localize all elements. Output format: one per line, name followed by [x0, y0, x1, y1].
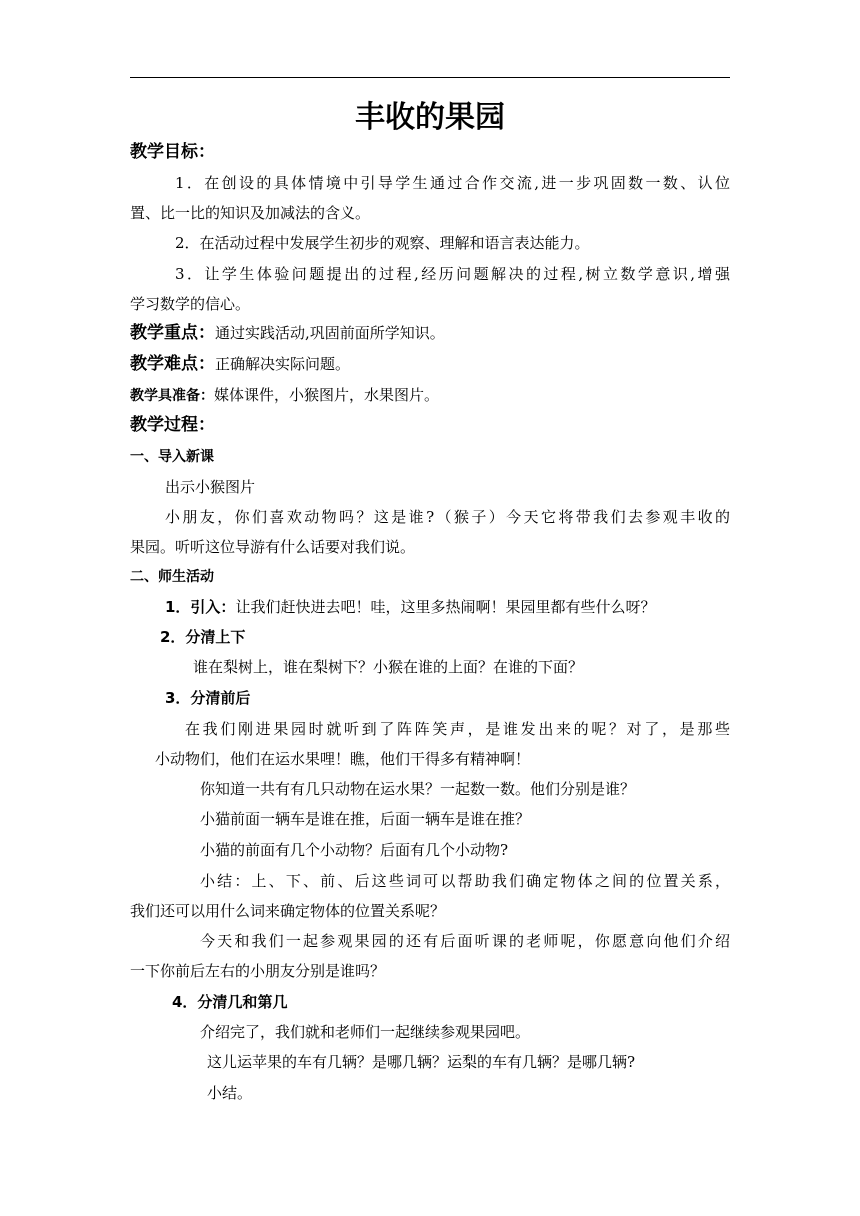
- step-1-text: 让我们赶快进去吧！哇，这里多热闹啊！果园里都有些什么呀？: [235, 598, 656, 616]
- difficulties-heading: 教学难点：: [130, 354, 215, 374]
- step-3-p4: 小猫的前面有几个小动物？后面有几个小动物?: [200, 841, 509, 859]
- step-3-p1-line-1: 在我们刚进果园时就听到了阵阵笑声，是谁发出来的呢？对了，是那些: [185, 720, 730, 738]
- page-title: 丰收的果园: [355, 100, 505, 135]
- objective-3-line-1: 3．让学生体验问题提出的过程,经历问题解决的过程,树立数学意识,增强: [175, 265, 730, 283]
- key-points: [130, 323, 445, 343]
- section-1-p2-line-2: 果园。听听这位导游有什么话要对我们说。: [130, 538, 416, 556]
- objective-1-line-1: 1．在创设的具体情境中引导学生通过合作交流,进一步巩固数一数、认位: [175, 174, 730, 192]
- difficulties: [130, 354, 350, 374]
- difficulties-text: 正确解决实际问题。: [215, 355, 351, 373]
- step-3-p6-line-2: 一下你前后左右的小朋友分别是谁吗？: [130, 962, 386, 980]
- objective-3-line-2: 学习数学的信心。: [130, 295, 251, 313]
- section-1-p2-line-1: 小朋友，你们喜欢动物吗？这是谁?（猴子）今天它将带我们去参观丰收的: [165, 508, 730, 526]
- materials-heading: 教学具准备：: [130, 388, 214, 404]
- key-points-text: 通过实践活动,巩固前面所学知识。: [215, 324, 445, 342]
- step-4-label: 4．分清几和第几: [172, 993, 288, 1011]
- step-2-text: 谁在梨树上，谁在梨树下？小猴在谁的上面？在谁的下面？: [193, 658, 584, 676]
- step-1-label: 1．引入：: [165, 598, 236, 616]
- objective-1-line-2: 置、比一比的知识及加减法的含义。: [130, 204, 371, 222]
- step-3-p1-line-2: 小动物们，他们在运水果哩！瞧，他们干得多有精神啊！: [155, 750, 531, 768]
- header-rule: [130, 77, 730, 78]
- step-4-p2: 这儿运苹果的车有几辆？是哪几辆？运梨的车有几辆？是哪几辆?: [207, 1053, 636, 1071]
- step-2-label: 2．分清上下: [160, 628, 246, 646]
- step-3-summary-line-1: 小结：上、下、前、后这些词可以帮助我们确定物体之间的位置关系，: [200, 872, 730, 890]
- step-3-label: 3．分清前后: [165, 689, 251, 707]
- objective-2: 2．在活动过程中发展学生初步的观察、理解和语言表达能力。: [175, 234, 590, 252]
- objectives-heading: 教学目标：: [130, 142, 215, 162]
- process-heading: 教学过程：: [130, 415, 215, 435]
- materials: [130, 385, 439, 406]
- step-3-summary-line-2: 我们还可以用什么词来确定物体的位置关系呢？: [130, 902, 446, 920]
- step-3-p3: 小猫前面一辆车是谁在推，后面一辆车是谁在推？: [200, 810, 531, 828]
- step-3-p2: 你知道一共有有几只动物在运水果？一起数一数。他们分别是谁？: [200, 780, 636, 798]
- section-2-heading: 二、师生活动: [130, 569, 214, 585]
- section-1-heading: 一、导入新课: [130, 449, 214, 465]
- key-points-heading: 教学重点：: [130, 323, 215, 343]
- step-1: [165, 597, 655, 617]
- materials-text: 媒体课件，小猴图片，水果图片。: [214, 386, 440, 404]
- section-1-p1: 出示小猴图片: [165, 478, 256, 496]
- step-4-p1: 介绍完了，我们就和老师们一起继续参观果园吧。: [200, 1023, 531, 1041]
- step-4-summary: 小结。: [207, 1084, 253, 1102]
- step-3-p6-line-1: 今天和我们一起参观果园的还有后面听课的老师呢，你愿意向他们介绍: [200, 932, 730, 950]
